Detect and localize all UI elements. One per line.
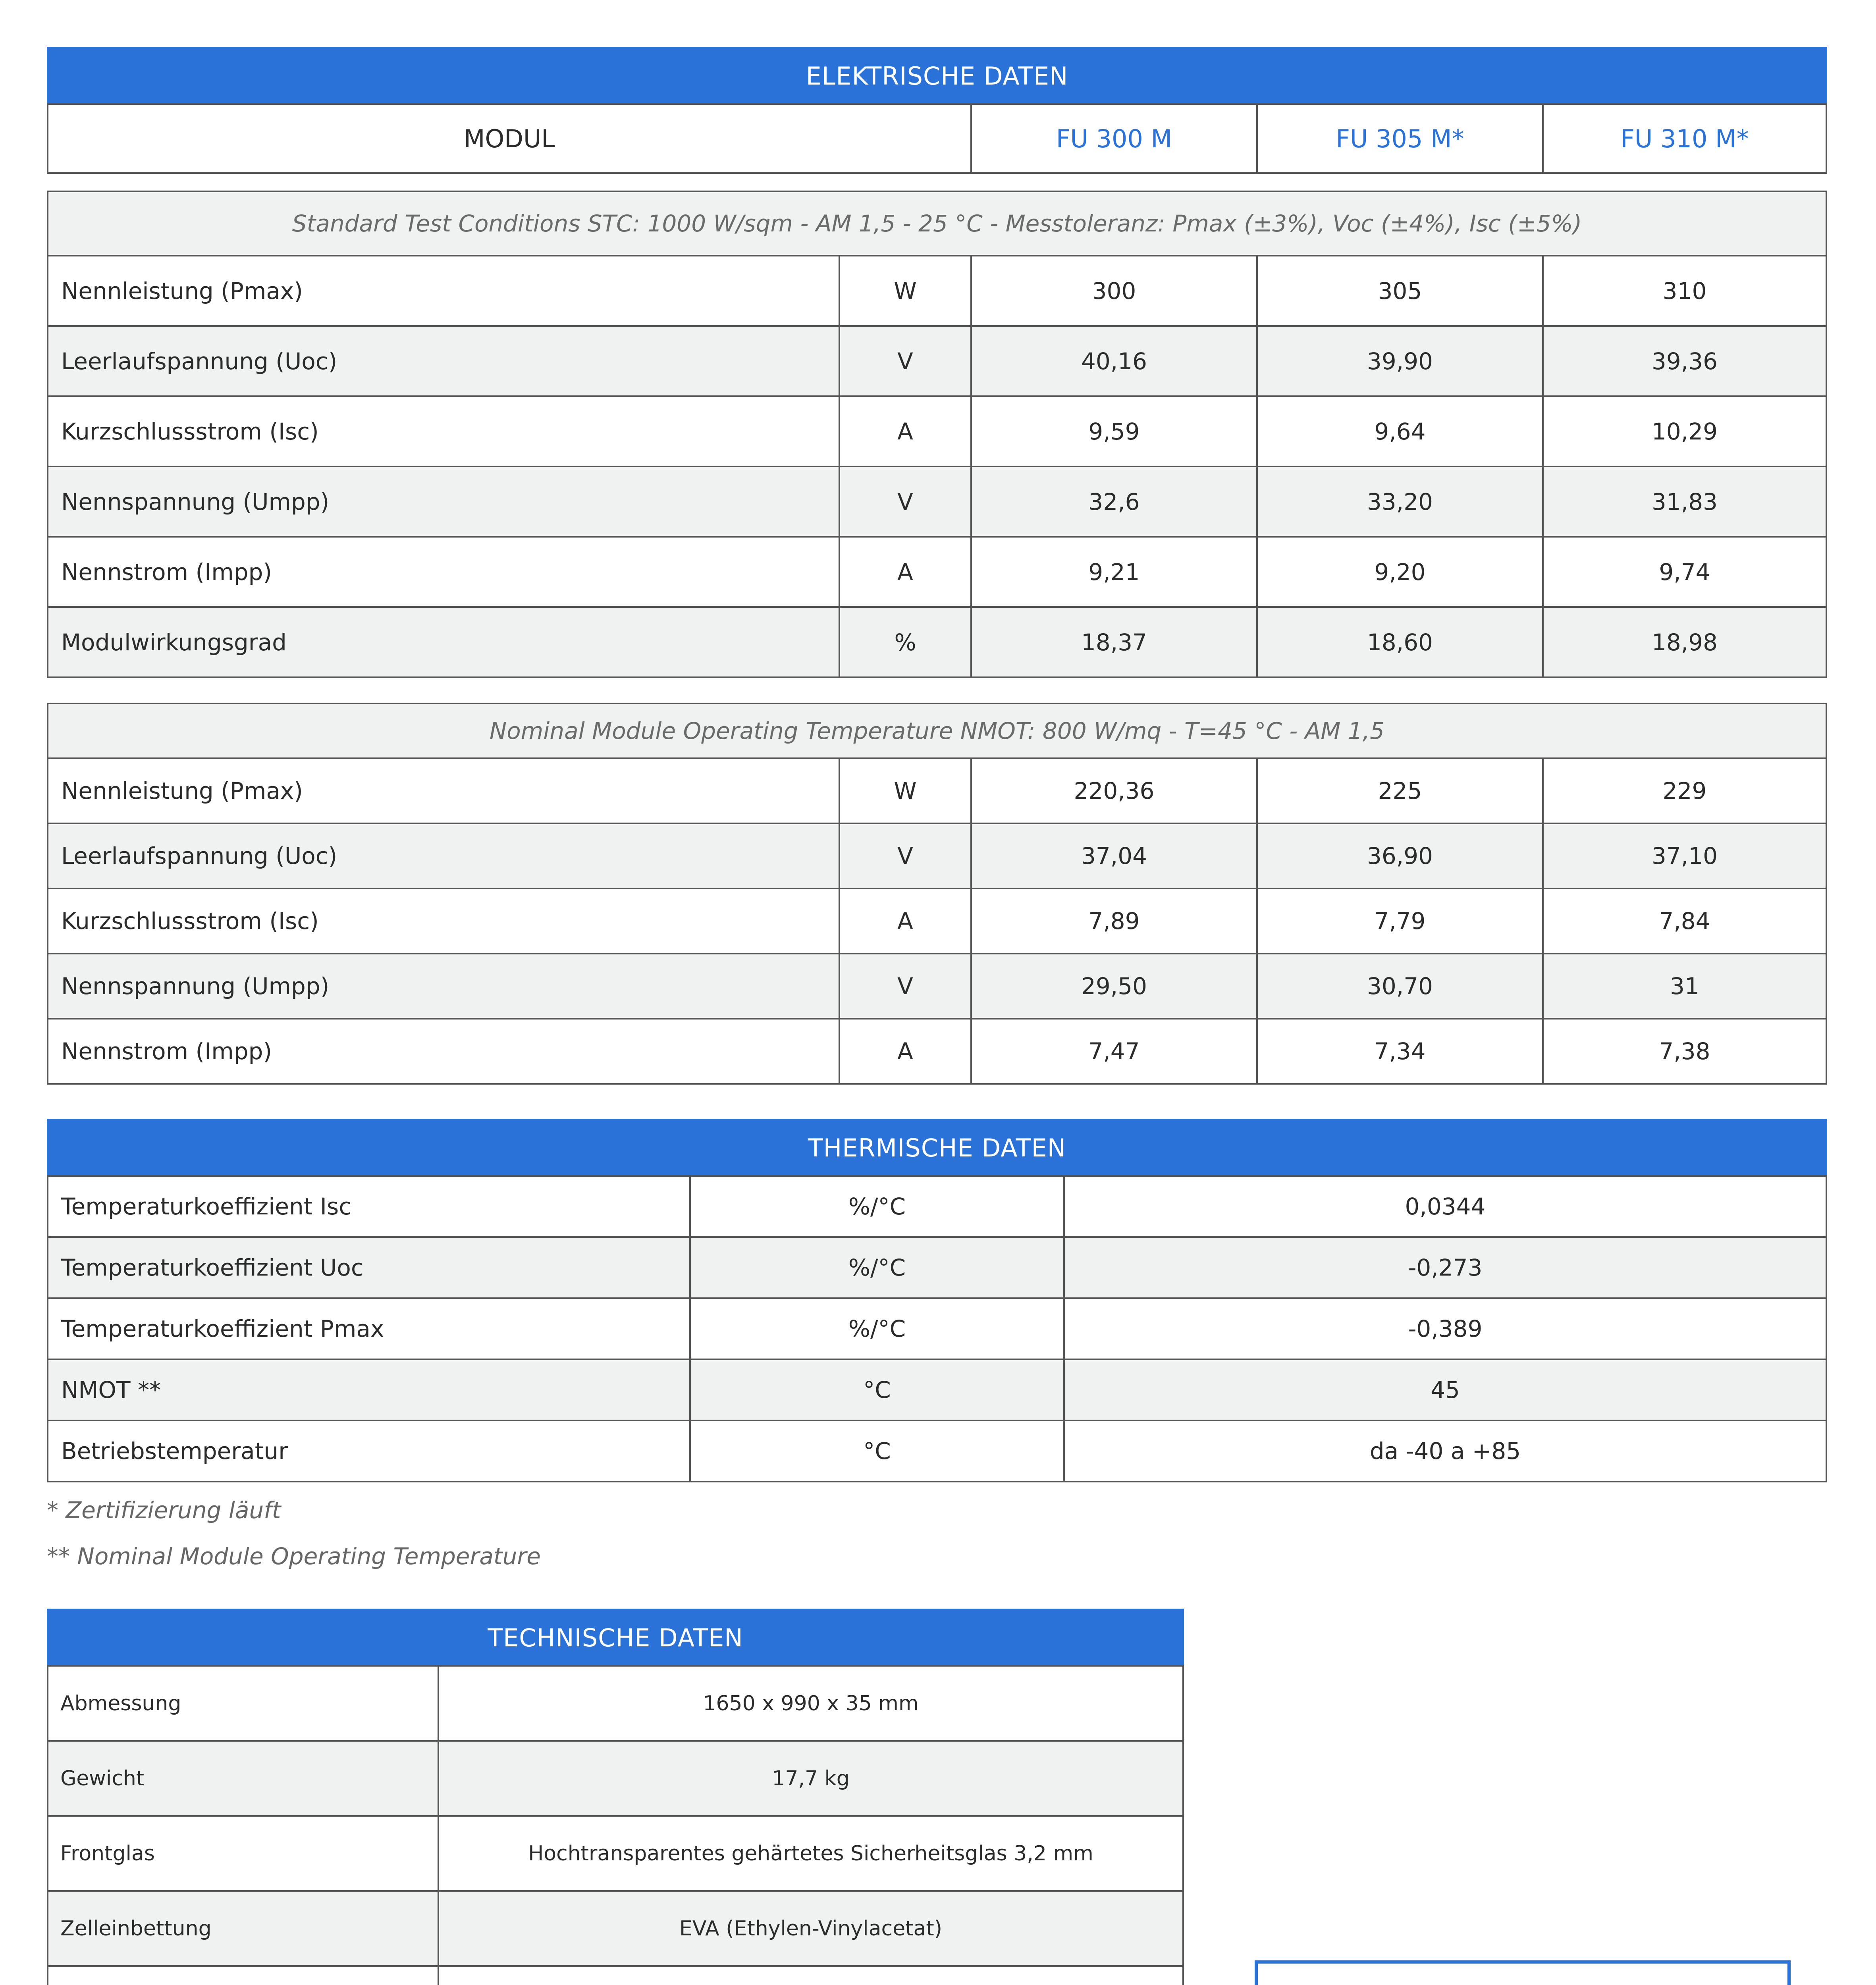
value-fu-305-m: 9,20 bbox=[1256, 538, 1542, 606]
row-unit: °C bbox=[689, 1360, 1063, 1420]
row-label: Modulwirkungsgrad bbox=[61, 628, 287, 656]
model-fu-300-m: FU 300 M bbox=[970, 105, 1256, 172]
value-fu-300-m: 9,59 bbox=[970, 397, 1256, 466]
table-row bbox=[48, 325, 1826, 395]
table-row bbox=[48, 1665, 1182, 1740]
value-fu-305-m: 7,34 bbox=[1256, 1019, 1542, 1083]
row-label: Abmessung bbox=[60, 1691, 181, 1715]
row-unit: °C bbox=[689, 1421, 1063, 1481]
value-line-1: EVA (Ethylen-Vinylacetat) bbox=[679, 1916, 942, 1941]
technische-daten-title: TECHNISCHE DATEN bbox=[488, 1623, 743, 1652]
table-row bbox=[48, 823, 1826, 888]
value-fu-300-m: 18,37 bbox=[970, 608, 1256, 676]
row-value bbox=[438, 1967, 1182, 1985]
row-value bbox=[438, 1817, 1182, 1890]
row-unit: V bbox=[839, 467, 970, 536]
value-fu-300-m: 32,6 bbox=[970, 467, 1256, 536]
value-fu-300-m: 7,47 bbox=[970, 1019, 1256, 1083]
elektrische-daten-title: ELEKTRISCHE DATEN bbox=[806, 61, 1068, 91]
row-label: Leerlaufspannung (Uoc) bbox=[61, 842, 337, 869]
value-fu-310-m: 31,83 bbox=[1542, 467, 1826, 536]
row-label: Nennleistung (Pmax) bbox=[61, 277, 303, 304]
value-fu-305-m: 9,64 bbox=[1256, 397, 1542, 466]
value-fu-300-m: 7,89 bbox=[970, 889, 1256, 953]
nmot-conditions-text: Nominal Module Operating Temperature NMOT: 800 W/mq - T=45 °C - AM 1,5 bbox=[489, 717, 1385, 744]
row-unit: V bbox=[839, 327, 970, 395]
table-row bbox=[48, 1965, 1182, 1985]
row-value: -0,389 bbox=[1063, 1299, 1826, 1359]
row-label: Nennleistung (Pmax) bbox=[61, 777, 303, 804]
dealer-stamp-box bbox=[1255, 1960, 1791, 1985]
row-label: Gewicht bbox=[60, 1766, 145, 1790]
stc-table bbox=[47, 255, 1827, 678]
value-fu-305-m: 30,70 bbox=[1256, 954, 1542, 1018]
value-line-1: Hochtransparentes gehärtetes Sicherheitsglas 3,2 mm bbox=[528, 1841, 1093, 1866]
value-fu-300-m: 300 bbox=[970, 256, 1256, 325]
value-fu-305-m: 305 bbox=[1256, 256, 1542, 325]
row-unit: W bbox=[839, 759, 970, 823]
stc-conditions-text: Standard Test Conditions STC: 1000 W/sqm - AM 1,5 - 25 °C - Messtoleranz: Pmax (±3%), Voc (±4%), Isc (±5%) bbox=[292, 210, 1582, 237]
value-fu-310-m: 10,29 bbox=[1542, 397, 1826, 466]
footnote-nmot: ** Nominal Module Operating Temperature bbox=[47, 1543, 541, 1570]
row-unit: A bbox=[839, 1019, 970, 1083]
table-row bbox=[48, 606, 1826, 676]
row-value: da -40 a +85 bbox=[1063, 1421, 1826, 1481]
row-label bbox=[48, 1967, 438, 1985]
value-fu-310-m: 37,10 bbox=[1542, 824, 1826, 888]
table-row bbox=[48, 395, 1826, 466]
row-unit: %/°C bbox=[689, 1177, 1063, 1236]
modul-label: MODUL bbox=[464, 124, 555, 153]
value-fu-310-m: 39,36 bbox=[1542, 327, 1826, 395]
row-value: 45 bbox=[1063, 1360, 1826, 1420]
model-fu-305-m: FU 305 M* bbox=[1256, 105, 1542, 172]
row-unit: A bbox=[839, 538, 970, 606]
row-value-lines bbox=[772, 1764, 849, 1793]
table-row bbox=[48, 1359, 1826, 1420]
row-value-lines bbox=[528, 1839, 1093, 1868]
row-unit: A bbox=[839, 889, 970, 953]
row-label: Nennspannung (Umpp) bbox=[61, 973, 330, 1000]
model-fu-310-m: FU 310 M* bbox=[1542, 105, 1826, 172]
table-row bbox=[48, 536, 1826, 606]
row-value-lines bbox=[679, 1914, 942, 1943]
thermische-daten-header bbox=[47, 1119, 1827, 1177]
value-fu-305-m: 225 bbox=[1256, 759, 1542, 823]
tech-table bbox=[47, 1665, 1184, 1985]
value-fu-305-m: 39,90 bbox=[1256, 327, 1542, 395]
value-line-1: 1650 x 990 x 35 mm bbox=[703, 1691, 919, 1715]
row-value: 0,0344 bbox=[1063, 1177, 1826, 1236]
table-row bbox=[48, 1740, 1182, 1815]
table-row bbox=[48, 1175, 1826, 1236]
value-fu-300-m: 37,04 bbox=[970, 824, 1256, 888]
nmot-table bbox=[47, 757, 1827, 1085]
row-unit: %/°C bbox=[689, 1238, 1063, 1297]
stamp-label bbox=[1258, 1964, 1787, 1985]
elektrische-daten-header bbox=[47, 47, 1827, 105]
nmot-conditions bbox=[47, 703, 1827, 759]
footnote-certification: * Zertifizierung läuft bbox=[47, 1497, 281, 1524]
row-label: Nennspannung (Umpp) bbox=[61, 488, 330, 515]
thermische-daten-title: THERMISCHE DATEN bbox=[808, 1133, 1066, 1162]
row-label: NMOT ** bbox=[61, 1376, 161, 1403]
value-fu-310-m: 7,38 bbox=[1542, 1019, 1826, 1083]
value-fu-300-m: 29,50 bbox=[970, 954, 1256, 1018]
value-fu-310-m: 7,84 bbox=[1542, 889, 1826, 953]
row-unit: % bbox=[839, 608, 970, 676]
stc-conditions bbox=[47, 191, 1827, 256]
row-value bbox=[438, 1667, 1182, 1740]
row-value bbox=[438, 1742, 1182, 1815]
row-value: -0,273 bbox=[1063, 1238, 1826, 1297]
row-label: Nennstrom (Impp) bbox=[61, 558, 272, 586]
value-fu-300-m: 9,21 bbox=[970, 538, 1256, 606]
row-unit: W bbox=[839, 256, 970, 325]
table-row bbox=[48, 1018, 1826, 1083]
row-label: Temperaturkoeffizient Isc bbox=[61, 1193, 352, 1220]
value-fu-310-m: 310 bbox=[1542, 256, 1826, 325]
row-label: Kurzschlussstrom (Isc) bbox=[61, 418, 319, 445]
value-fu-310-m: 18,98 bbox=[1542, 608, 1826, 676]
row-value bbox=[438, 1892, 1182, 1965]
table-row bbox=[48, 466, 1826, 536]
value-fu-305-m: 18,60 bbox=[1256, 608, 1542, 676]
value-line-1: 17,7 kg bbox=[772, 1766, 850, 1790]
row-label: Betriebstemperatur bbox=[61, 1438, 288, 1465]
value-fu-310-m: 9,74 bbox=[1542, 538, 1826, 606]
row-unit: V bbox=[839, 954, 970, 1018]
module-header-row bbox=[47, 103, 1827, 174]
value-fu-310-m: 229 bbox=[1542, 759, 1826, 823]
row-unit: V bbox=[839, 824, 970, 888]
table-row bbox=[48, 1890, 1182, 1965]
row-label: Nennstrom (Impp) bbox=[61, 1038, 272, 1065]
row-unit: %/°C bbox=[689, 1299, 1063, 1359]
table-row bbox=[48, 1297, 1826, 1359]
row-label: Kurzschlussstrom (Isc) bbox=[61, 908, 319, 935]
value-fu-305-m: 33,20 bbox=[1256, 467, 1542, 536]
value-fu-300-m: 220,36 bbox=[970, 759, 1256, 823]
row-label: Zelleinbettung bbox=[60, 1916, 212, 1941]
value-fu-310-m: 31 bbox=[1542, 954, 1826, 1018]
table-row bbox=[48, 1420, 1826, 1481]
row-unit: A bbox=[839, 397, 970, 466]
table-row bbox=[48, 757, 1826, 823]
table-row bbox=[48, 953, 1826, 1018]
table-row bbox=[48, 888, 1826, 953]
value-fu-300-m: 40,16 bbox=[970, 327, 1256, 395]
table-row bbox=[48, 1815, 1182, 1890]
row-label: Temperaturkoeffizient Pmax bbox=[61, 1315, 384, 1342]
value-fu-305-m: 36,90 bbox=[1256, 824, 1542, 888]
row-label: Frontglas bbox=[60, 1841, 155, 1866]
thermal-table bbox=[47, 1175, 1827, 1482]
row-value-lines bbox=[703, 1689, 918, 1718]
value-fu-305-m: 7,79 bbox=[1256, 889, 1542, 953]
technische-daten-header bbox=[47, 1609, 1184, 1667]
row-label: Temperaturkoeffizient Uoc bbox=[61, 1254, 364, 1281]
row-label: Leerlaufspannung (Uoc) bbox=[61, 347, 337, 375]
table-row bbox=[48, 255, 1826, 325]
table-row bbox=[48, 1236, 1826, 1297]
